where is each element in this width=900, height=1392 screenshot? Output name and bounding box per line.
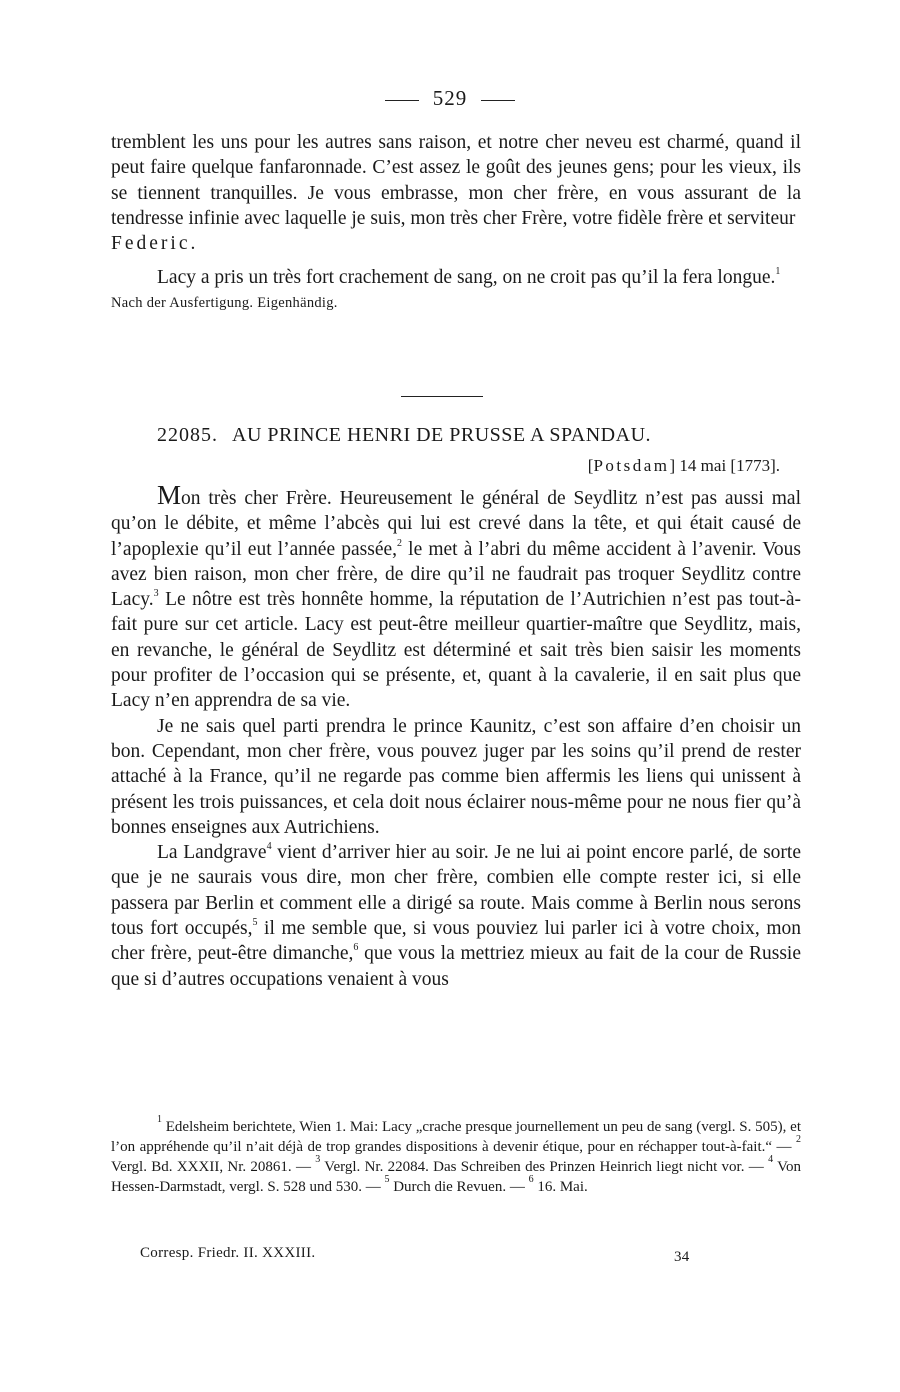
p1-part-a: on très cher Frère. Heureusement le général de Seydlitz n’est pas aussi mal qu’on le débite, et même l’abcès qui lui est crevé dans la tête, et qui était causé de l’apoplexie qu’il eut l’année passée, [111,488,801,560]
p3-part-d: que vous la mettriez mieux au fait de la cour de Russie que si d’autres occupations venaient à vous [111,943,801,990]
signature-mark: 34 [674,1249,690,1265]
footnote-ref-4: 4 [266,841,272,853]
letter-number: 22085. [157,424,218,446]
initial-capital: M [157,480,182,510]
letter-title: AU PRINCE HENRI DE PRUSSE A SPANDAU. [232,424,652,446]
postscript-text: Lacy a pris un très fort crachement de sang, on ne croit pas qu’il la fera longue. [157,267,776,289]
footnote-text-5: Durch die Revuen. — [389,1179,529,1195]
footnote-ref-5: 5 [252,917,258,929]
signature: Federic. [111,233,199,255]
footnote-block [111,1114,801,1197]
footnote-text-6: 16. Mai. [533,1179,588,1195]
page-number-dash-right [481,100,515,101]
section-divider [401,396,483,397]
p3-part-b: vient d’arriver hier au soir. Je ne lui ai point encore parlé, de sorte que je ne saurais vous dire, mon cher frère, combien elle compte rester ici, si elle passera par Berlin et comment elle a dirigé sa route. Mais comme à Berlin nous serons tous fort occupés, [111,842,801,940]
p3-part-c: il me semble que, si vous pouviez lui parler ici à votre choix, mon cher frère, peut-être dimanche, [111,918,802,965]
footer-series-title: Corresp. Friedr. II. XXXIII. [140,1245,316,1261]
footnote-ref-3: 3 [153,588,159,600]
footnote-marker-4: 4 [768,1154,774,1165]
footnote-text-3: Vergl. Nr. 22084. Das Schreiben des Prinzen Heinrich liegt nicht vor. — [320,1159,769,1175]
footnote-text-4: Von Hessen-Darmstadt, vergl. S. 528 und 530. — [111,1159,801,1195]
page-number-dash-left [385,100,419,101]
footnote-text-1: Edelsheim berichtete, Wien 1. Mai: Lacy „crache presque journellement un peu de sang (vergl. S. 505), et l’on appréhende qu’il n’ait déjà de trop grandes dispositions à devenir étique, pour en réchapper tout-à-fait.“ — [111,1119,801,1155]
footnote-marker-1: 1 [157,1114,162,1125]
date-open: [ [587,456,594,475]
letter-continuation [111,130,801,316]
page-footer [140,1245,700,1265]
footnote-marker-2: 2 [796,1134,801,1145]
page-number-text: 529 [432,86,468,110]
letter-paragraph-1 [111,480,801,714]
date-rest: ] 14 mai [1773]. [669,456,780,475]
postscript [111,265,801,290]
footnote-marker-5: 5 [384,1174,390,1185]
footnote-text-2: Vergl. Bd. XXXII, Nr. 20861. — [111,1159,316,1175]
footnote-ref-2: 2 [397,537,403,549]
date-place: Potsdam [593,456,670,475]
p1-part-b: le met à l’abri du même accident à l’avenir. Vous avez bien raison, mon cher frère, de dire qu’il ne faudrait pas troquer Seydlitz contre Lacy. [111,538,801,611]
footnote-marker-3: 3 [315,1154,321,1165]
footnote-marker-6: 6 [528,1174,534,1185]
letter-date [588,456,780,476]
continuation-paragraph: tremblent les uns pour les autres sans raison, et notre cher neveu est charmé, quand il peut faire quelque fanfaronnade. C’est assez le goût des jeunes gens; pour les vieux, ils se tiennent tranquilles. Je vous embrasse, mon cher frère, en vous assurant de la tendresse infinie avec laquelle je suis, mon très cher Frère, votre fidèle frère et serviteur [111,132,801,229]
page-number [0,86,900,111]
source-note: Nach der Ausfertigung. Eigenhändig. [111,294,338,311]
footnote-ref-6: 6 [353,942,359,954]
letter-body [111,480,802,992]
footnote-ref-1: 1 [775,266,781,278]
letter-paragraph-2: Je ne sais quel parti prendra le prince Kaunitz, c’est son affaire d’en choisir un bon. Cependant, mon cher frère, vous pouvez juger par les soins qu’il prend de rester attaché à la France, qu’il ne regarde pas comme bien affermis les liens qui unissent à présent les trois puissances, et cela doit nous éclairer nous-même pour ne nous fier qu’à bonnes enseignes aux Autrichiens. [111,715,801,838]
footnotes [111,1114,801,1197]
p1-part-c: Le nôtre est très honnête homme, la réputation de l’Autrichien n’est pas tout-à-fait pure sur cet article. Lacy est peut-être meilleur quartier-maître que Seydlitz, mais, en revanche, le général de Seydlitz est déterminé et sait très bien saisir les moments pour profiter de l’occasion qui se présente, et, quant à la cavalerie, il en sait plus que Lacy n’en apprendra de sa vie. [111,589,801,712]
p3-part-a: La Landgrave [157,842,267,864]
letter-heading [157,424,797,447]
letter-paragraph-3 [111,840,801,992]
